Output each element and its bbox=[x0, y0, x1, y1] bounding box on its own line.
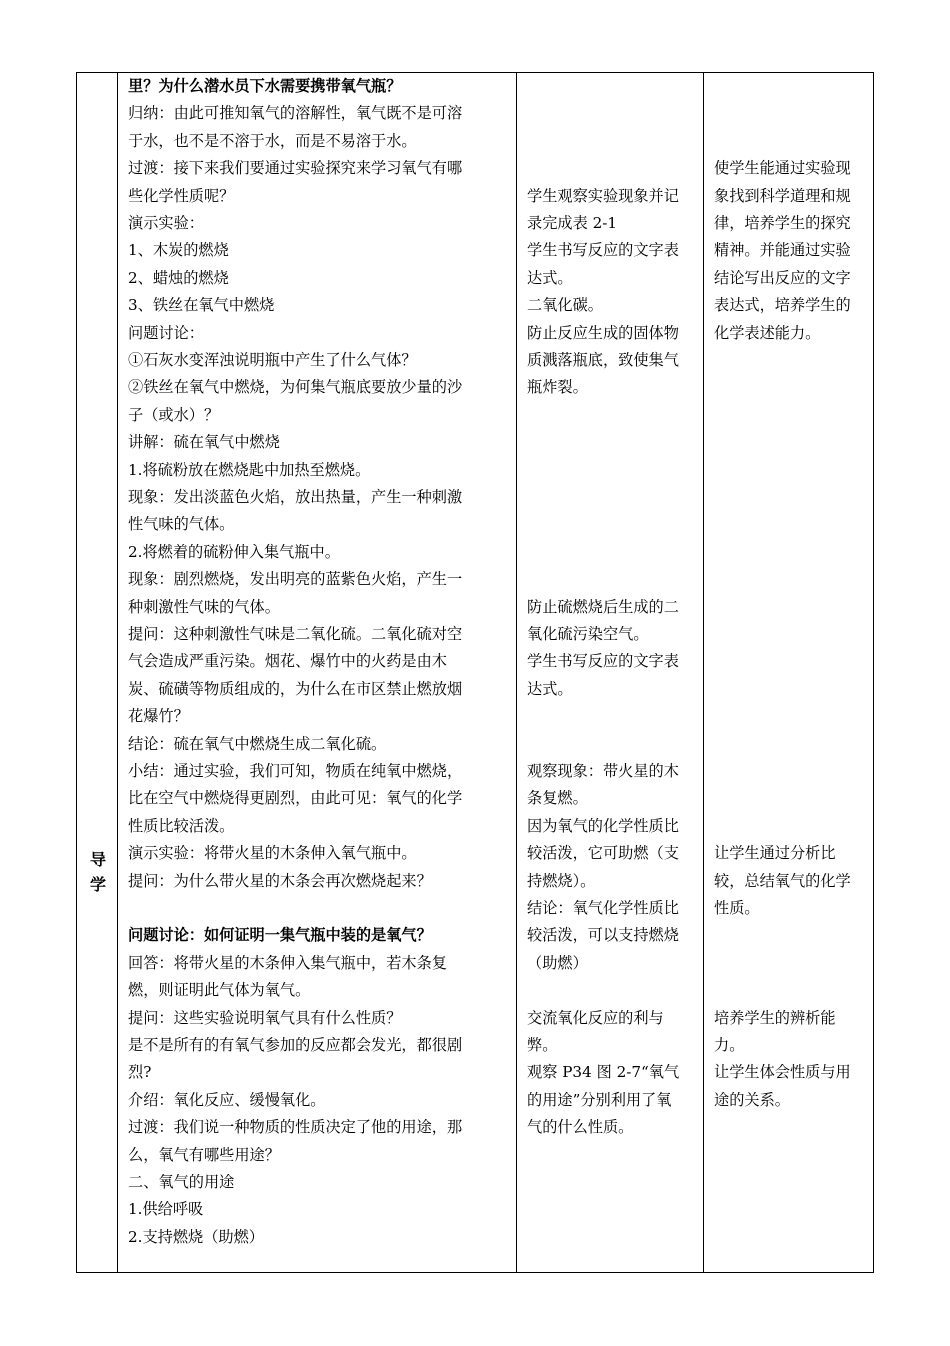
teacher-activity-line: 演示实验： bbox=[128, 214, 204, 232]
teacher-activity-line: ①石灰水变浑浊说明瓶中产生了什么气体？ bbox=[128, 351, 417, 369]
teacher-activity-line: 回答：将带火星的木条伸入集气瓶中，若木条复 bbox=[128, 953, 447, 972]
teacher-activity-cell bbox=[128, 73, 513, 1272]
student-activity-line: 达式。 bbox=[527, 679, 573, 698]
student-activity-line: 弊。 bbox=[527, 1036, 558, 1054]
design-intent-line: 化学表述能力。 bbox=[714, 323, 821, 342]
student-activity-cell bbox=[527, 73, 699, 1272]
student-activity-line: 结论：氧气化学性质比 bbox=[527, 899, 679, 917]
student-activity-line: 较活泼，可以支持燃烧 bbox=[527, 926, 679, 945]
teacher-activity-line: 里？为什么潜水员下水需要携带氧气瓶？ bbox=[128, 77, 402, 95]
student-activity-line: （助燃） bbox=[527, 953, 588, 972]
design-intent-line: 性质。 bbox=[714, 899, 760, 917]
teacher-activity-line: 性质比较活泼。 bbox=[128, 816, 235, 835]
teacher-activity-line: 3、铁丝在氧气中燃烧 bbox=[128, 296, 275, 315]
teacher-activity-line: 比在空气中燃烧得更剧烈，由此可见：氧气的化学 bbox=[128, 789, 463, 808]
student-activity-line: 因为氧气的化学性质比 bbox=[527, 816, 679, 835]
teacher-activity-line: 演示实验：将带火星的木条伸入氧气瓶中。 bbox=[128, 844, 417, 863]
teacher-activity-line: 么，氧气有哪些用途？ bbox=[128, 1145, 280, 1164]
student-activity-line: 学生观察实验现象并记 bbox=[527, 186, 679, 205]
section-label-char: 导 bbox=[89, 850, 106, 869]
design-intent-line: 较，总结氧气的化学 bbox=[714, 871, 851, 890]
student-activity-line: 交流氧化反应的利与 bbox=[527, 1008, 664, 1027]
teacher-activity-line: 是不是所有的有氧气参加的反应都会发光，都很剧 bbox=[128, 1036, 463, 1054]
teacher-activity-line: 2.支持燃烧（助燃） bbox=[128, 1227, 264, 1246]
student-activity-line: 观察现象：带火星的木 bbox=[527, 762, 679, 780]
teacher-activity-line: 问题讨论： bbox=[128, 323, 204, 342]
teacher-activity-line: 1.将硫粉放在燃烧匙中加热至燃烧。 bbox=[128, 460, 371, 479]
student-activity-line: 录完成表 2-1 bbox=[527, 214, 618, 232]
teacher-activity-line: 二、氧气的用途 bbox=[128, 1173, 235, 1191]
teacher-activity-line: 结论：硫在氧气中燃烧生成二氧化硫。 bbox=[128, 734, 387, 753]
design-intent-line: 象找到科学道理和规 bbox=[714, 186, 851, 205]
teacher-activity-line: 性气味的气体。 bbox=[128, 515, 235, 534]
student-activity-line: 防止反应生成的固体物 bbox=[527, 323, 679, 342]
student-activity-line: 较活泼，它可助燃（支 bbox=[527, 844, 679, 863]
student-activity-line: 二氧化碳。 bbox=[527, 296, 603, 315]
lesson-plan-table bbox=[76, 72, 874, 1273]
section-label-char: 学 bbox=[89, 875, 106, 894]
design-intent-line: 使学生能通过实验现 bbox=[714, 159, 851, 178]
teacher-activity-line: 问题讨论：如何证明一集气瓶中装的是氧气？ bbox=[128, 926, 432, 945]
design-intent-line: 表达式，培养学生的 bbox=[714, 296, 851, 315]
teacher-activity-line: 2、蜡烛的燃烧 bbox=[128, 268, 229, 287]
section-label-cell bbox=[77, 73, 119, 1272]
student-activity-line: 防止硫燃烧后生成的二 bbox=[527, 597, 679, 616]
student-activity-line: 条复燃。 bbox=[527, 789, 588, 808]
student-activity-line: 达式。 bbox=[527, 268, 573, 287]
teacher-activity-line: 1、木炭的燃烧 bbox=[128, 241, 229, 260]
teacher-activity-line: 子（或水）？ bbox=[128, 405, 220, 424]
student-activity-line: 学生书写反应的文字表 bbox=[527, 241, 679, 260]
student-activity-line: 氧化硫污染空气。 bbox=[527, 625, 649, 643]
teacher-activity-line: 烈? bbox=[128, 1063, 152, 1082]
teacher-activity-line: 提问：为什么带火星的木条会再次燃烧起来？ bbox=[128, 871, 432, 890]
design-intent-line: 途的关系。 bbox=[714, 1090, 790, 1109]
column-divider bbox=[516, 73, 517, 1272]
teacher-activity-line: 现象：发出淡蓝色火焰，放出热量，产生一种刺激 bbox=[128, 488, 463, 506]
design-intent-line: 让学生体会性质与用 bbox=[714, 1063, 851, 1082]
teacher-activity-line: 归纳：由此可推知氧气的溶解性，氧气既不是可溶 bbox=[128, 104, 463, 123]
teacher-activity-line: 介绍：氧化反应、缓慢氧化。 bbox=[128, 1090, 326, 1109]
teacher-activity-line: 些化学性质呢？ bbox=[128, 186, 235, 205]
teacher-activity-line: 花爆竹？ bbox=[128, 707, 189, 726]
student-activity-line: 学生书写反应的文字表 bbox=[527, 652, 679, 671]
student-activity-line: 的用途”分别利用了氧 bbox=[527, 1090, 672, 1109]
design-intent-line: 力。 bbox=[714, 1036, 745, 1054]
student-activity-line: 持燃烧）。 bbox=[527, 871, 596, 890]
teacher-activity-line: 提问：这种刺激性气味是二氧化硫。二氧化硫对空 bbox=[128, 625, 463, 643]
teacher-activity-line: 讲解：硫在氧气中燃烧 bbox=[128, 433, 280, 452]
design-intent-cell bbox=[714, 73, 870, 1272]
design-intent-line: 精神。并能通过实验 bbox=[714, 241, 851, 260]
teacher-activity-line: 于水，也不是不溶于水，而是不易溶于水。 bbox=[128, 131, 417, 150]
teacher-activity-line: 提问：这些实验说明氧气具有什么性质？ bbox=[128, 1008, 402, 1027]
student-activity-line: 瓶炸裂。 bbox=[527, 378, 588, 397]
teacher-activity-line: 现象：剧烈燃烧，发出明亮的蓝紫色火焰，产生一 bbox=[128, 570, 463, 589]
teacher-activity-line: 燃，则证明此气体为氧气。 bbox=[128, 981, 311, 1000]
teacher-activity-line: 炭、硫磺等物质组成的，为什么在市区禁止燃放烟 bbox=[128, 679, 463, 698]
student-activity-line: 观察 P34 图 2-7“氧气 bbox=[527, 1063, 680, 1082]
teacher-activity-line: 气会造成严重污染。烟花、爆竹中的火药是由木 bbox=[128, 652, 447, 671]
design-intent-line: 结论写出反应的文字 bbox=[714, 268, 851, 287]
teacher-activity-line: 过渡：我们说一种物质的性质决定了他的用途，那 bbox=[128, 1118, 463, 1137]
design-intent-line: 律，培养学生的探究 bbox=[714, 214, 851, 232]
teacher-activity-line: 1.供给呼吸 bbox=[128, 1200, 204, 1219]
student-activity-line: 质溅落瓶底，致使集气 bbox=[527, 351, 679, 369]
column-divider bbox=[703, 73, 704, 1272]
teacher-activity-line: 2.将燃着的硫粉伸入集气瓶中。 bbox=[128, 542, 340, 561]
student-activity-line: 气的什么性质。 bbox=[527, 1118, 634, 1137]
teacher-activity-line: 过渡：接下来我们要通过实验探究来学习氧气有哪 bbox=[128, 159, 463, 178]
teacher-activity-line: 种刺激性气味的气体。 bbox=[128, 597, 280, 616]
teacher-activity-line: 小结：通过实验，我们可知，物质在纯氧中燃烧， bbox=[128, 762, 463, 780]
design-intent-line: 培养学生的辨析能 bbox=[714, 1008, 836, 1027]
teacher-activity-line: ②铁丝在氧气中燃烧，为何集气瓶底要放少量的沙 bbox=[128, 378, 463, 397]
design-intent-line: 让学生通过分析比 bbox=[714, 844, 836, 863]
